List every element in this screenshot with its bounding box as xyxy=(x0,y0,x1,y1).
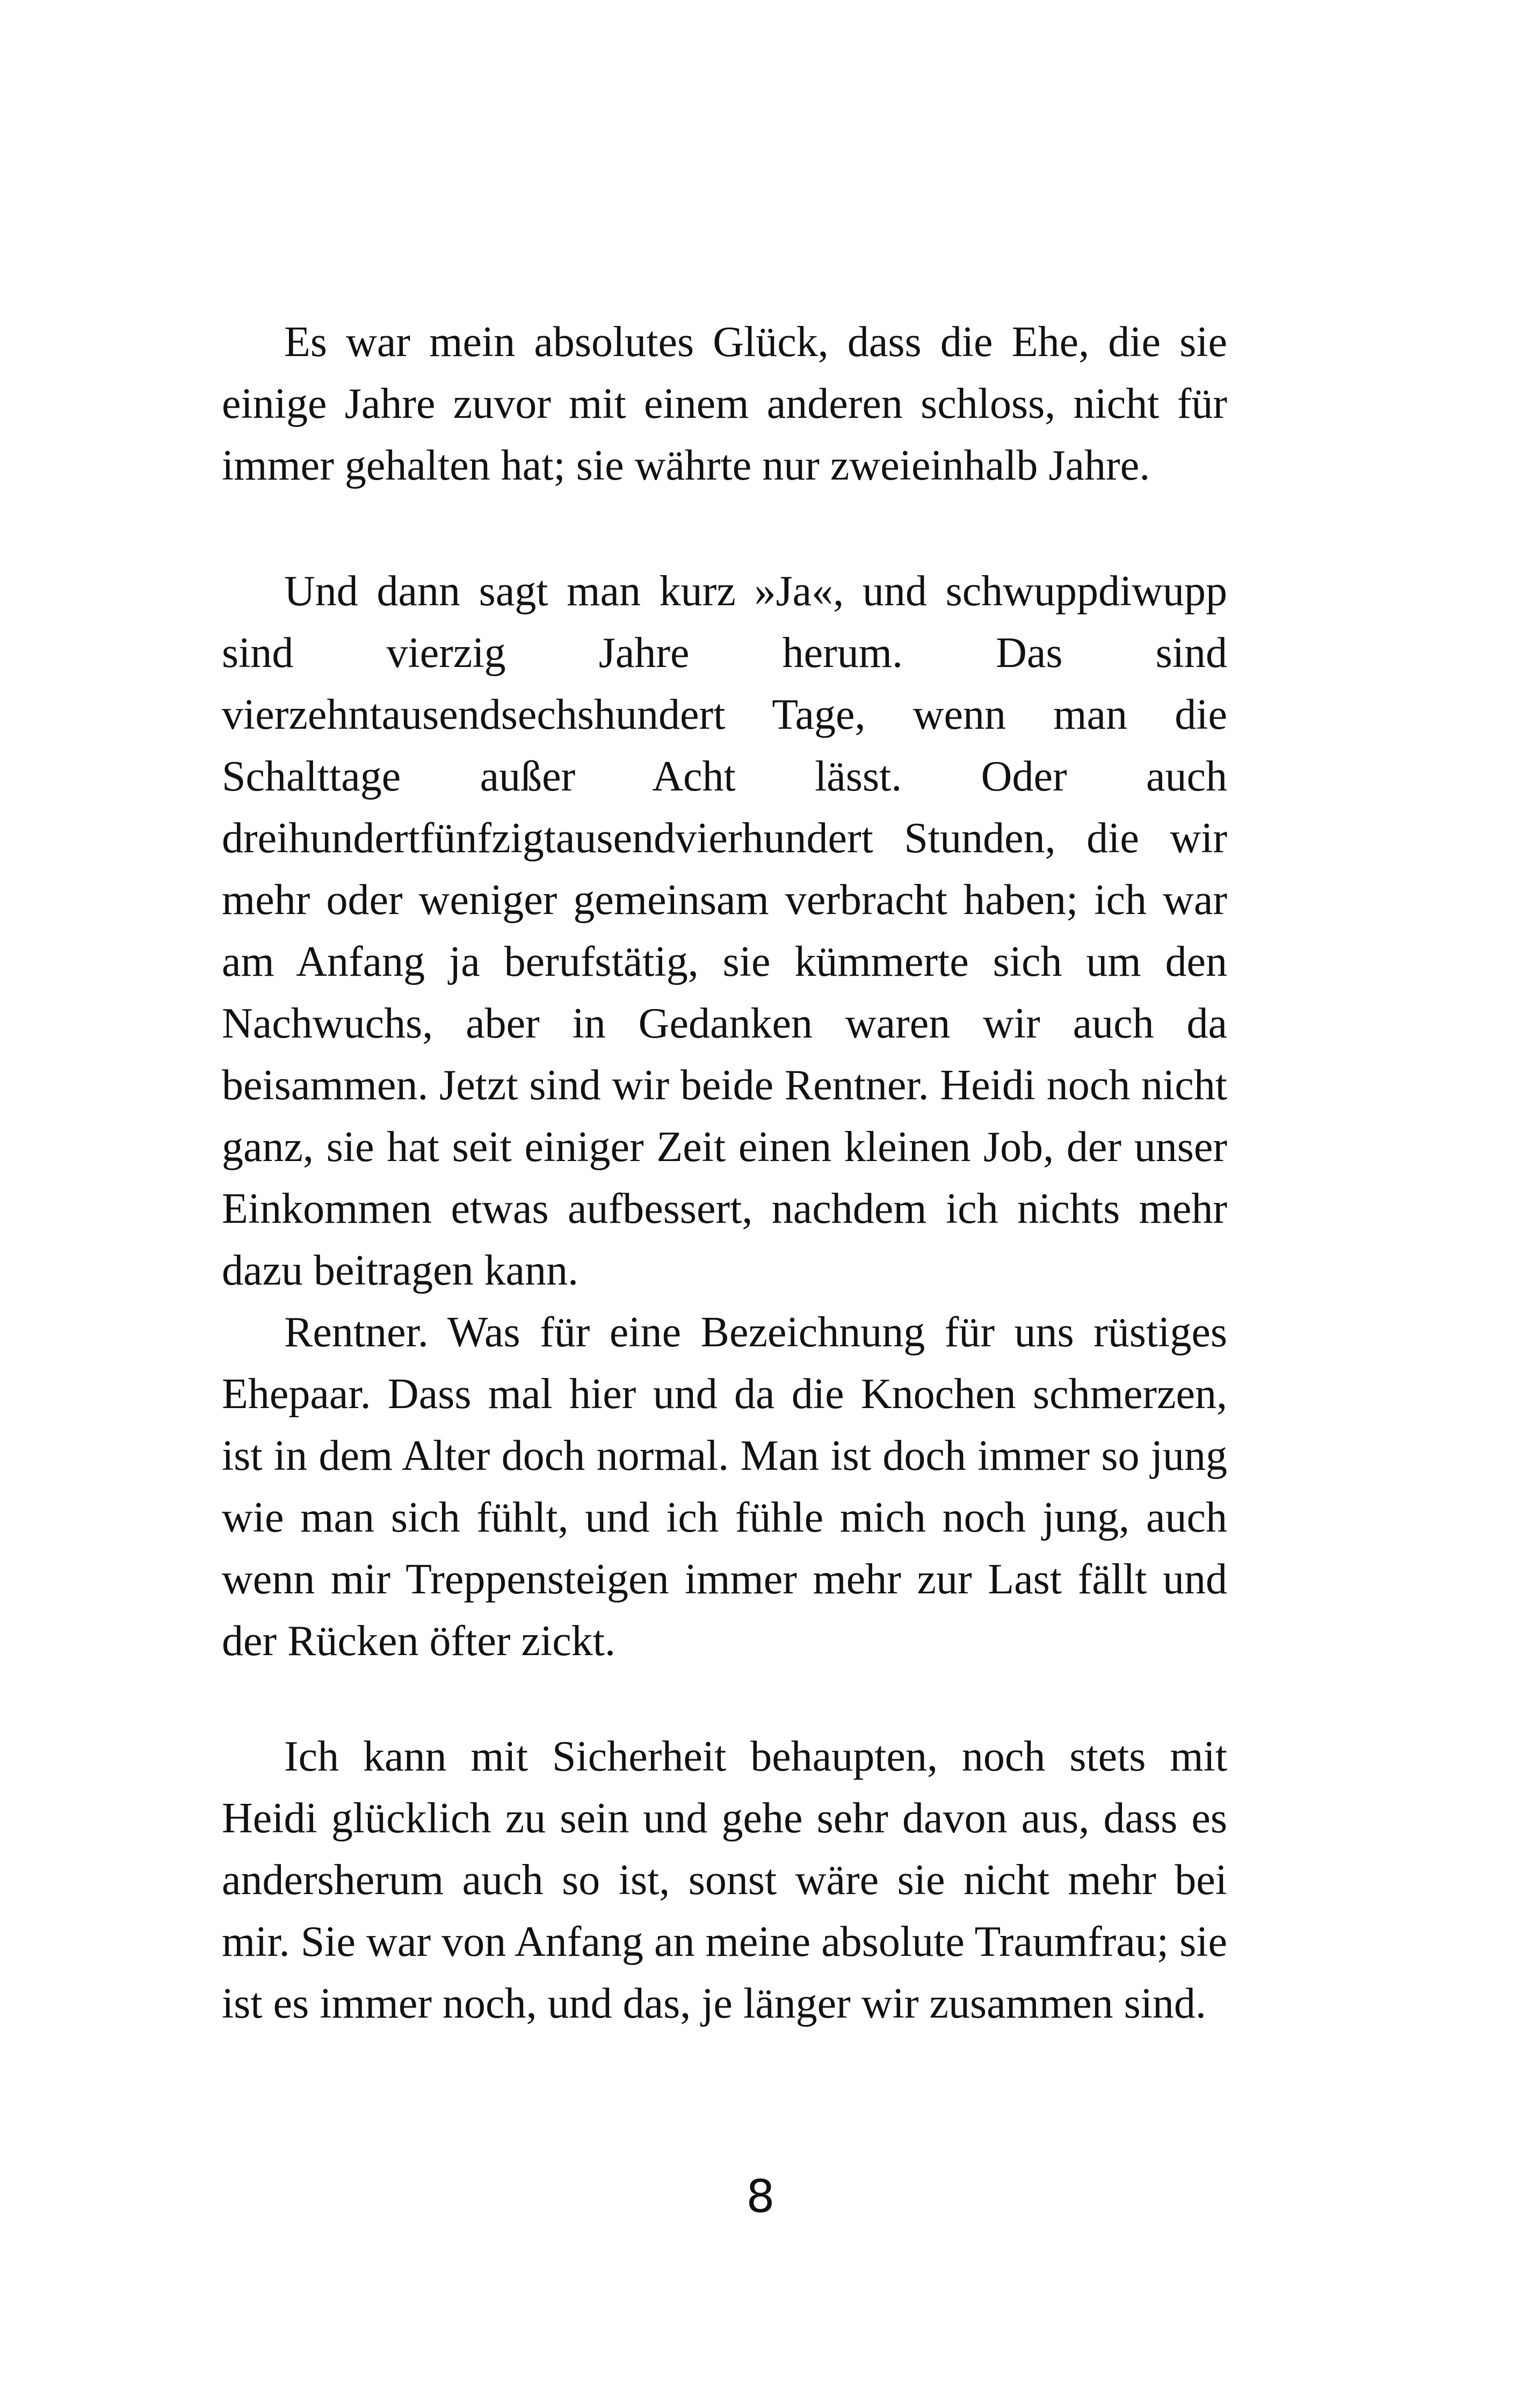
text-section-1 xyxy=(222,311,1227,497)
paragraph-1: Es war mein absolutes Glück, dass die Ehe, die sie einige Jahre zuvor mit einem anderen schloss, nicht für immer gehalten hat; sie währte nur zweieinhalb Jahre. xyxy=(222,318,1227,489)
paragraph-3: Rentner. Was für eine Bezeichnung für uns rüstiges Ehepaar. Dass mal hier und da die Knochen schmerzen, ist in dem Alter doch normal. Man ist doch immer so jung wie man sich fühlt, und ich fühle mich noch jung, auch wenn mir Treppensteigen immer mehr zur Last fällt und der Rücken öfter zickt. xyxy=(222,1309,1227,1665)
text-section-3 xyxy=(222,1726,1227,2035)
paragraph-4: Ich kann mit Sicherheit behaupten, noch stets mit Heidi glücklich zu sein und gehe sehr davon aus, dass es andersherum auch so ist, sonst wäre sie nicht mehr bei mir. Sie war von Anfang an meine absolute Traumfrau; sie ist es immer noch, und das, je länger wir zusammen sind. xyxy=(222,1733,1227,2027)
text-section-2 xyxy=(222,561,1227,1672)
page-number: 8 xyxy=(746,2170,775,2223)
paragraph-2: Und dann sagt man kurz »Ja«, und schwuppdiwupp sind vierzig Jahre herum. Das sind vierzehntausendsechshundert Tage, wenn man die Schalttage außer Acht lässt. Oder auch dreihundertfünfzigtausendvierhundert Stunden, die wir mehr oder weniger gemeinsam verbracht haben; ich war am Anfang ja berufstätig, sie kümmerte sich um den Nachwuchs, aber in Gedanken waren wir auch da beisammen. Jetzt sind wir beide Rentner. Heidi noch nicht ganz, sie hat seit einiger Zeit einen kleinen Job, der unser Einkommen etwas aufbessert, nachdem ich nichts mehr dazu beitragen kann. xyxy=(222,568,1227,1294)
